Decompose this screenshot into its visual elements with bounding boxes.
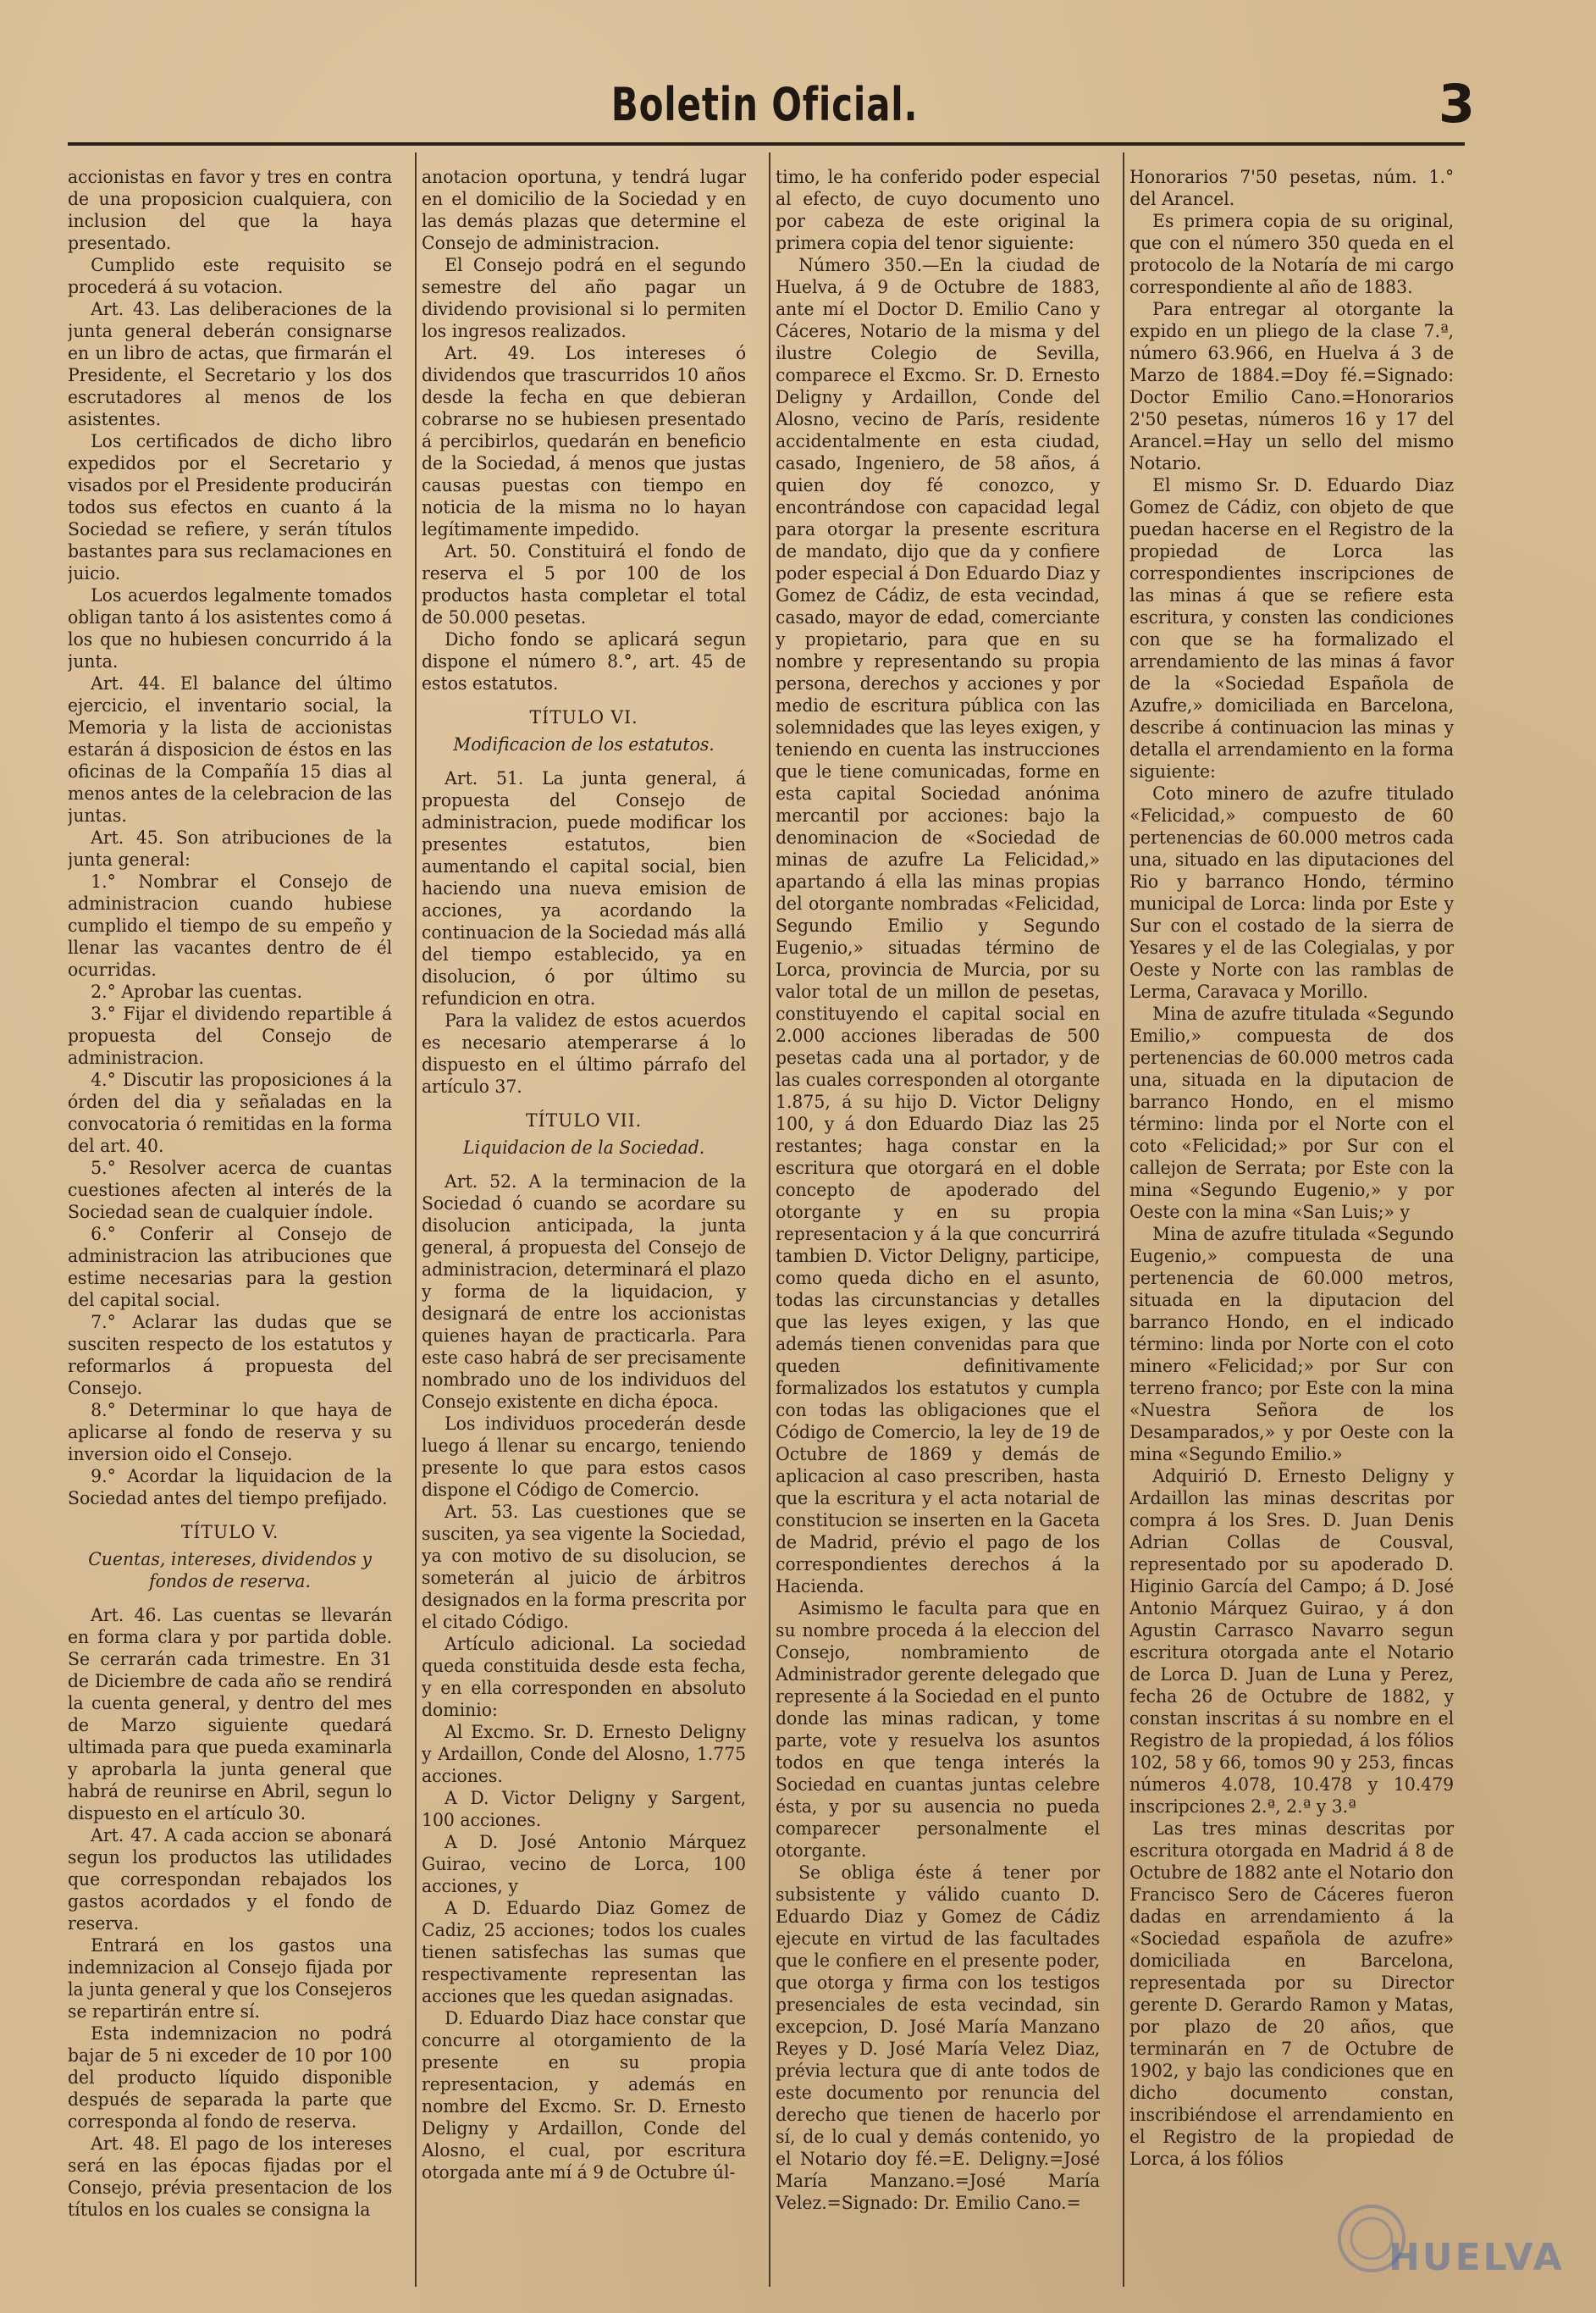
paragraph: El Consejo podrá en el segundo semestre del año pagar un dividendo provisional si lo permiten los ingresos realizados. bbox=[422, 255, 747, 341]
paragraph: Art. 44. El balance del último ejercicio, el inventario social, la Memoria y la lista de accionistas estarán á disposicion de éstos en las oficinas de la Compañía 15 dias al menos antes de la celebracion de las juntas. bbox=[68, 673, 393, 826]
paragraph: Art. 43. Las deliberaciones de la junta general deberán consignarse en un libro de actas, que firmarán el Presidente, el Secretario y los dos escrutadores al menos de los asistentes. bbox=[68, 299, 393, 429]
paragraph: Asimismo le faculta para que en su nombre proceda á la eleccion del Consejo, nombramiento de Administrador gerente delegado que represente á la Sociedad en el punto donde las minas radican, y tome parte, vote y resuelva los asuntos todos en que tenga interés la Sociedad en cuantas juntas celebre ésta, y por su ausencia no pueda comparecer personalmente el otorgante. bbox=[776, 1598, 1101, 1861]
paragraph: Mina de azufre titulada «Segundo Emilio,» compuesta de dos pertenencias de 60.000 metros cada una, situada en la diputacion de barranco Hondo, en el mismo término: linda por el Norte con el coto «Felicidad;» por Sur con el callejon de Serrata; por Este con la mina «Segundo Eugenio,» y por Oeste con la mina «San Luis;» y bbox=[1129, 1004, 1455, 1222]
paragraph: Adquirió D. Ernesto Deligny y Ardaillon las minas descritas por compra á los Sres. D. Juan Denis Adrian Collas de Cousval, representado por su apoderado D. Higinio García del Campo; á D. José Antonio Márquez Guirao, y á don Agustin Carrasco Navarro segun escritura otorgada ante el Notario de Lorca D. Juan de Luna y Perez, fecha 26 de Octubre de 1882, y constan inscritas á su nombre en el Registro de la propiedad, á los fólios 102, 58 y 66, tomos 90 y 253, fincas números 4.078, 10.478 y 10.479 inscripciones 2.ª, 2.ª y 3.ª bbox=[1129, 1466, 1455, 1817]
paragraph: Dicho fondo se aplicará segun dispone el número 8.°, art. 45 de estos estatutos. bbox=[422, 629, 747, 694]
paragraph: Entrará en los gastos una indemnizacion al Consejo fijada por la junta general y que los Consejeros se repartirán entre sí. bbox=[68, 1935, 393, 2022]
paragraph: Se obliga éste á tener por subsistente y válido cuanto D. Eduardo Diaz y Gomez de Cádiz ejecute en virtud de las facultades que le confiere en el presente poder, que otorga y firma con los testigos presenciales de esta vecindad, sin excepcion, D. José María Manzano Reyes y D. José María Velez Diaz, prévia lectura que di ante todos de este documento por renuncia del derecho que tienen de hacerlo por sí, de lo cual y demás contenido, yo el Notario doy fé.=E. Deligny.=José María Manzano.=José María Velez.=Signado: Dr. Emilio Cano.= bbox=[776, 1862, 1101, 2213]
paragraph: Art. 46. Las cuentas se llevarán en forma clara y por partida doble. Se cerrarán cada trimestre. En 31 de Diciembre de cada año se rendirá la cuenta general, y dentro del mes de Marzo siguiente quedará ultimada para que pueda examinarla y aprobarla la junta general que habrá de reunirse en Abril, segun lo dispuesto en el artículo 30. bbox=[68, 1605, 393, 1823]
paragraph: Art. 45. Son atribuciones de la junta general: bbox=[68, 827, 393, 870]
paragraph: Los acuerdos legalmente tomados obligan tanto á los asistentes como á los que no hubiesen concurrido á la junta. bbox=[68, 585, 393, 672]
paragraph: Honorarios 7'50 pesetas, núm. 1.° del Arancel. bbox=[1129, 167, 1455, 209]
paragraph: 2.° Aprobar las cuentas. bbox=[91, 982, 302, 1002]
paragraph: Art. 51. La junta general, á propuesta del Consejo de administracion, puede modificar los presentes estatutos, bien aumentando el capital social, bien haciendo una nueva emision de acciones, ya acordando la continuacion de la Sociedad más allá del tiempo establecido, ya en disolucion, ó por último su refundicion en otra. bbox=[422, 768, 747, 1009]
section-subheading: Liquidacion de la Sociedad. bbox=[462, 1137, 705, 1158]
paragraph: Para la validez de estos acuerdos es necesario atemperarse á lo dispuesto en el último párrafo del artículo 37. bbox=[422, 1010, 747, 1097]
watermark-text: HUELVA bbox=[1389, 2236, 1565, 2279]
paragraph: Art. 49. Los intereses ó dividendos que trascurridos 10 años desde la fecha en que debieran cobrarse no se hubiesen presentado á percibirlos, quedarán en beneficio de la Sociedad, á menos que justas causas puestas con tiempo en noticia de la misma no lo hayan legítimamente impedido. bbox=[422, 343, 747, 540]
paragraph: Mina de azufre titulada «Segundo Eugenio,» compuesta de una pertenencia de 60.000 metros, situada en la diputacion del barranco Hondo, en el indicado término: linda por Norte con el coto minero «Felicidad;» por Sur con terreno franco; por Este con la mina «Nuestra Señora de los Desamparados,» y por Oeste con la mina «Segundo Emilio.» bbox=[1129, 1224, 1455, 1464]
section-heading: TÍTULO VII. bbox=[526, 1110, 643, 1131]
text-column-1 bbox=[68, 166, 392, 2283]
paragraph: Art. 47. A cada accion se abonará segun los productos las utilidades que correspondan rebajados los gastos acordados y el fondo de reserva. bbox=[68, 1825, 393, 1934]
page-header bbox=[66, 73, 1475, 137]
paragraph: 7.° Aclarar las dudas que se susciten respecto de los estatutos y reformarlos á propuesta del Consejo. bbox=[68, 1312, 393, 1398]
paragraph: A D. José Antonio Márquez Guirao, vecino de Lorca, 100 acciones, y bbox=[422, 1832, 747, 1896]
paragraph: timo, le ha conferido poder especial al efecto, de cuyo documento uno por cabeza de este original la primera copia del tenor siguiente: bbox=[776, 167, 1101, 253]
section-heading: TÍTULO VI. bbox=[529, 707, 638, 728]
paragraph: Al Excmo. Sr. D. Ernesto Deligny y Ardaillon, Conde del Alosno, 1.775 acciones. bbox=[422, 1722, 747, 1786]
section-heading: TÍTULO V. bbox=[180, 1522, 279, 1542]
paragraph: A D. Victor Deligny y Sargent, 100 acciones. bbox=[422, 1788, 747, 1830]
paragraph: 1.° Nombrar el Consejo de administracion cuando hubiese cumplido el tiempo de su empeño y llenar las vacantes dentro de él ocurridas. bbox=[68, 872, 393, 980]
text-column-3 bbox=[776, 166, 1100, 2283]
section-subheading: Modificacion de los estatutos. bbox=[453, 734, 715, 755]
paragraph: Cumplido este requisito se procederá á su votacion. bbox=[68, 255, 393, 297]
paragraph: Los certificados de dicho libro expedidos por el Secretario y visados por el Presidente producirán todos sus efectos en cuanto á la Sociedad se refiere, y serán títulos bastantes para sus reclamaciones en juicio. bbox=[68, 431, 393, 584]
paragraph: accionistas en favor y tres en contra de una proposicion cualquiera, con inclusion del que la haya presentado. bbox=[68, 167, 393, 253]
header-rule bbox=[68, 142, 1465, 146]
paragraph: A D. Eduardo Diaz Gomez de Cadiz, 25 acciones; todos los cuales tienen satisfechas las sumas que respectivamente representan las acciones que les quedan asignadas. bbox=[422, 1898, 747, 2006]
page-number: 3 bbox=[1438, 73, 1475, 135]
paragraph: Art. 50. Constituirá el fondo de reserva el 5 por 100 de los productos hasta completar el total de 50.000 pesetas. bbox=[422, 541, 747, 628]
paragraph: 8.° Determinar lo que haya de aplicarse al fondo de reserva y su inversion oido el Consejo. bbox=[68, 1400, 393, 1464]
paragraph: Para entregar al otorgante la expido en un pliego de la clase 7.ª, número 63.966, en Huelva á 3 de Marzo de 1884.=Doy fé.=Signado: Doctor Emilio Cano.=Honorarios 2'50 pesetas, números 16 y 17 del Arancel.=Hay un sello del mismo Notario. bbox=[1129, 299, 1455, 473]
column-divider bbox=[769, 152, 770, 2287]
paragraph: Esta indemnizacion no podrá bajar de 5 ni exceder de 10 por 100 del producto líquido disponible después de separada la parte que corresponda al fondo de reserva. bbox=[68, 2023, 393, 2132]
paragraph: Número 350.—En la ciudad de Huelva, á 9 de Octubre de 1883, ante mí el Doctor D. Emilio Cano y Cáceres, Notario de la misma y del ilustre Colegio de Sevilla, comparece el Excmo. Sr. D. Ernesto Deligny y Ardaillon, Conde del Alosno, vecino de París, residente accidentalmente en esta ciudad, casado, Ingeniero, de 58 años, á quien doy fé conozco, y encontrándose con capacidad legal para otorgar la presente escritura de mandato, dijo que da y confiere poder especial á Don Eduardo Diaz y Gomez de Cádiz, de esta vecindad, casado, mayor de edad, comerciante y propietario, para que en su nombre y representando su propia persona, derechos y acciones y por medio de escritura pública con las solemnidades que las leyes exigen, y teniendo en cuenta las instrucciones que le tiene comunicadas, forme en esta capital Sociedad anónima mercantil por acciones: bajo la denominacion de «Sociedad de minas de azufre La Felicidad,» apartando á ella las minas propias del otorgante nombradas «Felicidad, Segundo Emilio y Segundo Eugenio,» situadas término de Lorca, provincia de Murcia, por su valor total de un millon de pesetas, constituyendo el capital social en 2.000 acciones liberadas de 500 pesetas cada una al portador, y de las cuales corresponden al otorgante 1.875, á su hijo D. Victor Deligny 100, y á don Eduardo Diaz las 25 restantes; haga constar en la escritura que otorgará en el doble concepto de apoderado del otorgante y en su propia representacion y á la que concurrirá tambien D. Victor Deligny, participe, como queda dicho en el asunto, todas las circunstancias y detalles que las leyes exigen, y las que además tienen convenidas para que queden definitivamente formalizados los estatutos y cumpla con todas las obligaciones que el Código de Comercio, la ley de 19 de Octubre de 1869 y demás de aplicacion al caso prescriben, hasta que la escritura y el acta notarial de constitucion se inserten en la Gaceta de Madrid, prévio el pago de los correspondientes derechos á la Hacienda. bbox=[776, 255, 1101, 1596]
paragraph: 4.° Discutir las proposiciones á la órden del dia y señaladas en la convocatoria ó remitidas en la forma del art. 40. bbox=[68, 1070, 393, 1156]
text-column-2 bbox=[422, 166, 746, 2283]
paragraph: 5.° Resolver acerca de cuantas cuestiones afecten al interés de la Sociedad sean de cualquier índole. bbox=[68, 1158, 393, 1222]
paragraph: Artículo adicional. La sociedad queda constituida desde esta fecha, y en ella corresponden en absoluto dominio: bbox=[422, 1634, 747, 1720]
paragraph: Los individuos procederán desde luego á llenar su encargo, teniendo presente lo que para estos casos dispone el Código de Comercio. bbox=[422, 1414, 747, 1500]
column-divider bbox=[1123, 152, 1124, 2287]
paragraph: Las tres minas descritas por escritura otorgada en Madrid á 8 de Octubre de 1882 ante el Notario don Francisco Sero de Cáceres fueron dadas en arrendamiento á la «Sociedad española de azufre» domiciliada en Barcelona, representada por su Director gerente D. Gerardo Ramon y Matas, por plazo de 20 años, que terminarán en 7 de Octubre de 1902, y bajo las condiciones que en dicho documento constan, inscribiéndose el arrendamiento en el Registro de la propiedad de Lorca, á los fólios bbox=[1129, 1818, 1455, 2169]
paragraph: 3.° Fijar el dividendo repartible á propuesta del Consejo de administracion. bbox=[68, 1004, 393, 1068]
section-subheading: Cuentas, intereses, dividendos y fondos de reserva. bbox=[88, 1549, 372, 1591]
paragraph: Art. 52. A la terminacion de la Sociedad ó cuando se acordare su disolucion anticipada, la junta general, á propuesta del Consejo de administracion, determinará el plazo y forma de la liquidacion, y designará de entre los accionistas quienes hayan de practicarla. Para este caso habrá de ser precisamente nombrado uno de los individuos del Consejo existente en dicha época. bbox=[422, 1171, 747, 1412]
paragraph: Art. 53. Las cuestiones que se susciten, ya sea vigente la Sociedad, ya con motivo de su disolucion, se someterán al juicio de árbitros designados en la forma prescrita por el citado Código. bbox=[422, 1502, 747, 1632]
paragraph: Art. 48. El pago de los intereses será en las épocas fijadas por el Consejo, prévia presentacion de los títulos en los cuales se consigna la bbox=[68, 2133, 393, 2220]
column-divider bbox=[415, 152, 417, 2287]
paragraph: D. Eduardo Diaz hace constar que concurre al otorgamiento de la presente en su propia representacion, y además en nombre del Excmo. Sr. D. Ernesto Deligny y Ardaillon, Conde del Alosno, el cual, por escritura otorgada ante mí á 9 de Octubre úl- bbox=[422, 2008, 747, 2183]
paragraph: El mismo Sr. D. Eduardo Diaz Gomez de Cádiz, con objeto de que puedan hacerse en el Registro de la propiedad de Lorca las correspondientes inscripciones de las minas á que se refiere esta escritura, y consten las condiciones con que se ha formalizado el arrendamiento de las minas á favor de la «Sociedad Española de Azufre,» domiciliada en Barcelona, describe á continuacion las minas y detalla el arrendamiento en la forma siguiente: bbox=[1129, 475, 1455, 782]
paragraph: 6.° Conferir al Consejo de administracion las atribuciones que estime necesarias para la gestion del capital social. bbox=[68, 1224, 393, 1310]
text-column-4 bbox=[1129, 166, 1454, 2283]
paragraph: Coto minero de azufre titulado «Felicidad,» compuesto de 60 pertenencias de 60.000 metros cada una, situado en las diputaciones del Rio y barranco Hondo, término municipal de Lorca: linda por Este y Sur con el costado de la sierra de Yesares y el de las Colegialas, y por Oeste y Norte con las ramblas de Lerma, Caravaca y Morillo. bbox=[1129, 783, 1455, 1002]
paragraph: 9.° Acordar la liquidacion de la Sociedad antes del tiempo prefijado. bbox=[68, 1466, 393, 1508]
masthead-title: Boletin Oficial. bbox=[610, 78, 919, 131]
paragraph: anotacion oportuna, y tendrá lugar en el domicilio de la Sociedad y en las demás plazas que determine el Consejo de administracion. bbox=[422, 167, 747, 253]
paragraph: Es primera copia de su original, que con el número 350 queda en el protocolo de la Notaría de mi cargo correspondiente al año de 1883. bbox=[1129, 211, 1455, 297]
